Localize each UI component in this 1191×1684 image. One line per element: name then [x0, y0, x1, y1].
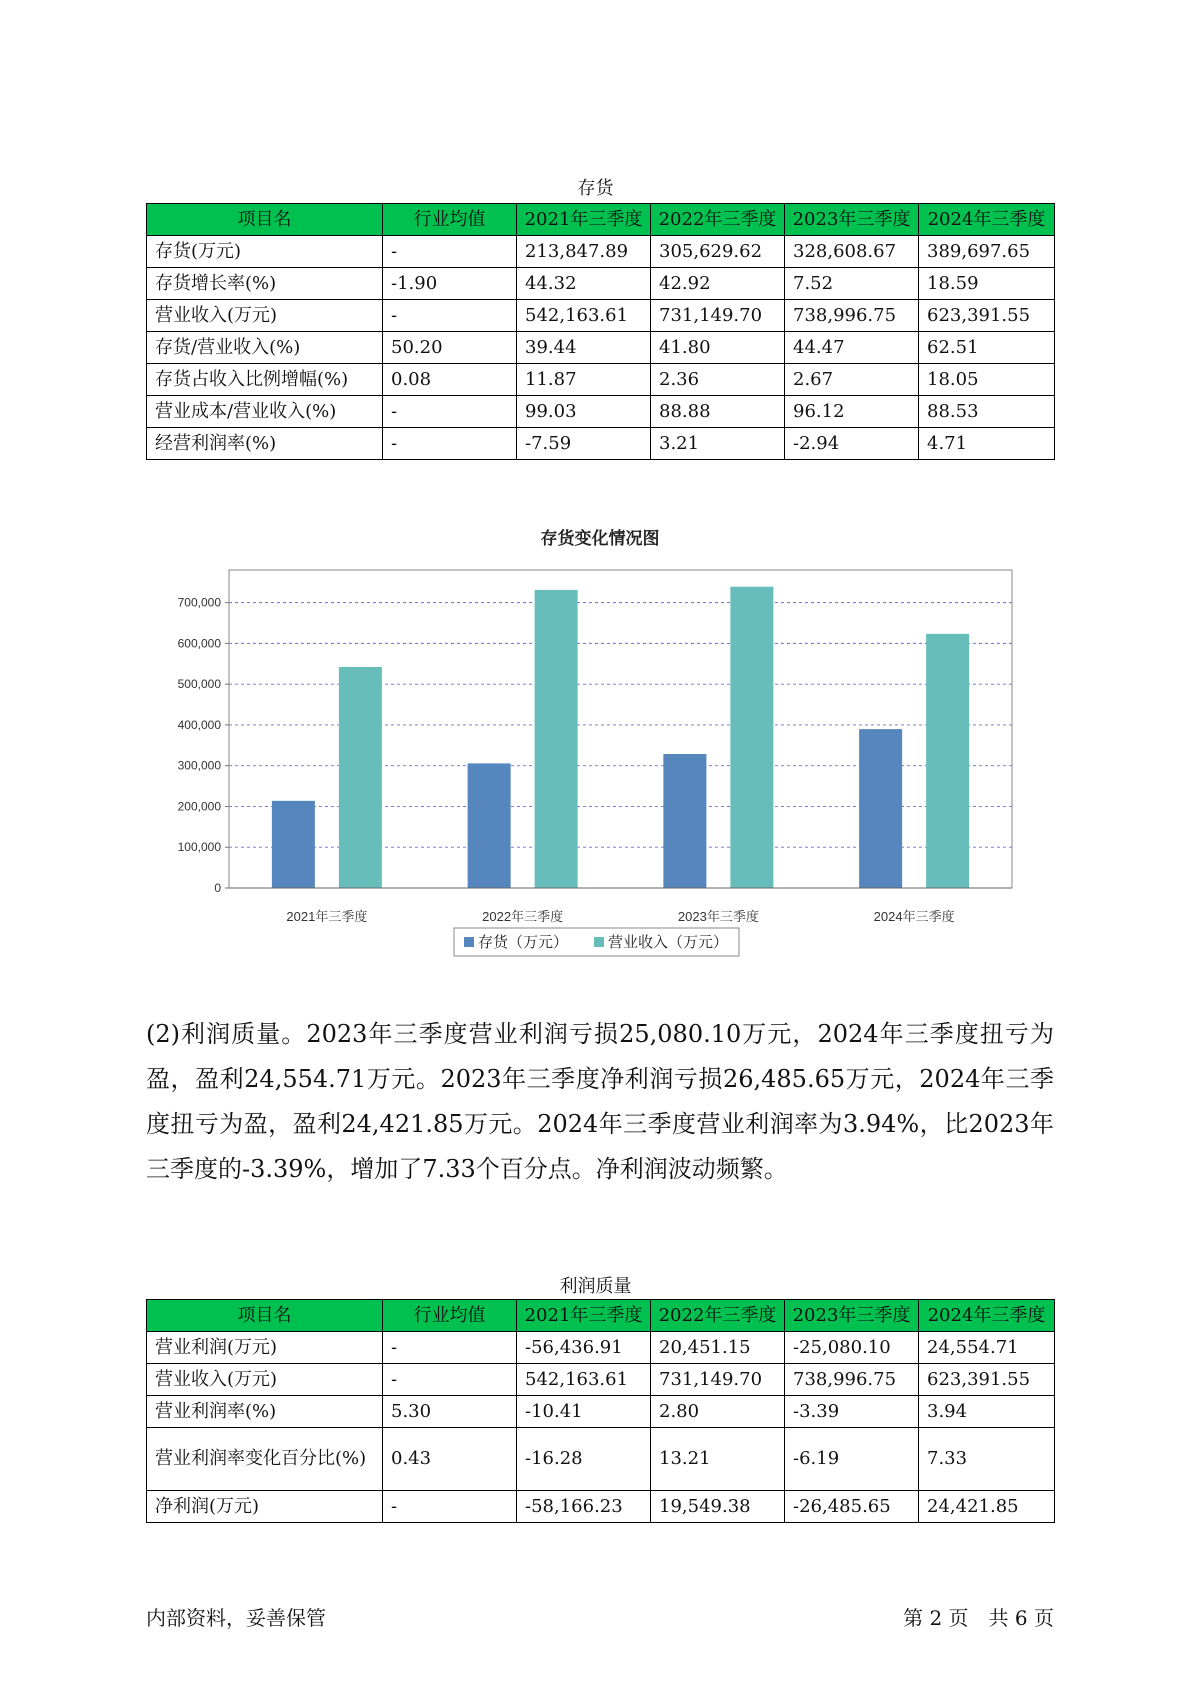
- table-cell: 41.80: [651, 332, 785, 364]
- profit-table: [146, 1299, 1055, 1523]
- table-cell: 2.80: [651, 1396, 785, 1428]
- x-tick-label: 2021年三季度: [286, 909, 368, 924]
- col-header: 项目名: [147, 204, 383, 236]
- bar: [926, 634, 969, 888]
- table-cell: 7.33: [919, 1428, 1055, 1491]
- legend-label: 存货（万元）: [478, 934, 569, 951]
- col-header: 行业均值: [383, 1300, 517, 1332]
- table-row: [147, 1364, 1055, 1396]
- col-header: 2021年三季度: [517, 1300, 651, 1332]
- legend-label: 营业收入（万元）: [608, 934, 729, 951]
- col-header: 行业均值: [383, 204, 517, 236]
- table-cell: 328,608.67: [785, 236, 919, 268]
- table-cell: -3.39: [785, 1396, 919, 1428]
- table-cell: 18.05: [919, 364, 1055, 396]
- chart-title: 存货变化情况图: [540, 529, 660, 548]
- profit-quality-paragraph: (2)利润质量。2023年三季度营业利润亏损25,080.10万元，2024年三季度扭亏为盈，盈利24,554.71万元。2023年三季度净利润亏损26,485.65万元，2024年三季度扭亏为盈，盈利24,421.85万元。2024年三季度营业利润率为3.94%，比2023年三季度的-3.39%，增加了7.33个百分点。净利润波动频繁。: [146, 1020, 1054, 1183]
- table-cell: 13.21: [651, 1428, 785, 1491]
- table-cell: -25,080.10: [785, 1332, 919, 1364]
- legend-swatch: [464, 937, 474, 947]
- table-cell: 经营利润率(%): [147, 428, 383, 460]
- y-tick-label: 400,000: [177, 717, 221, 732]
- table-cell: 542,163.61: [517, 1364, 651, 1396]
- x-axis-spacer: [229, 888, 1012, 892]
- table-cell: 213,847.89: [517, 236, 651, 268]
- table-cell: 2.67: [785, 364, 919, 396]
- table-cell: 20,451.15: [651, 1332, 785, 1364]
- table-cell: 18.59: [919, 268, 1055, 300]
- x-tick-label: 2024年三季度: [873, 909, 955, 924]
- table-cell: 623,391.55: [919, 1364, 1055, 1396]
- y-tick-label: 100,000: [177, 840, 221, 855]
- table-cell: 3.21: [651, 428, 785, 460]
- table-cell: 营业收入(万元): [147, 300, 383, 332]
- y-tick-label: 600,000: [177, 636, 221, 651]
- table-cell: 营业利润(万元): [147, 1332, 383, 1364]
- table-cell: 0.43: [383, 1428, 517, 1491]
- table-cell: -10.41: [517, 1396, 651, 1428]
- y-tick-label: 0: [214, 881, 221, 895]
- table-cell: -: [383, 396, 517, 428]
- table-cell: 营业利润率(%): [147, 1396, 383, 1428]
- table-cell: 营业利润率变化百分比(%): [147, 1428, 383, 1491]
- table-row: [147, 396, 1055, 428]
- table-cell: 3.94: [919, 1396, 1055, 1428]
- y-tick-label: 500,000: [177, 677, 221, 692]
- table-cell: 88.88: [651, 396, 785, 428]
- inventory-chart: [146, 520, 1054, 970]
- table-cell: 62.51: [919, 332, 1055, 364]
- col-header: 2022年三季度: [651, 1300, 785, 1332]
- table-cell: 营业成本/营业收入(%): [147, 396, 383, 428]
- table-cell: 50.20: [383, 332, 517, 364]
- inventory-table: [146, 203, 1055, 460]
- y-tick-label: 700,000: [177, 595, 221, 610]
- table-cell: 营业收入(万元): [147, 1364, 383, 1396]
- table-row: [147, 428, 1055, 460]
- table-cell: -: [383, 1332, 517, 1364]
- table-cell: 19,549.38: [651, 1491, 785, 1523]
- table-cell: 存货增长率(%): [147, 268, 383, 300]
- table-cell: 99.03: [517, 396, 651, 428]
- table-cell: 净利润(万元): [147, 1491, 383, 1523]
- table-cell: 4.71: [919, 428, 1055, 460]
- table-cell: -: [383, 300, 517, 332]
- table-cell: 44.47: [785, 332, 919, 364]
- col-header: 2024年三季度: [919, 1300, 1055, 1332]
- col-header: 项目名: [147, 1300, 383, 1332]
- profit-table-caption: 利润质量: [559, 1276, 632, 1297]
- bar: [663, 754, 706, 888]
- table-cell: 39.44: [517, 332, 651, 364]
- footer-confidential: 内部资料，妥善保管: [146, 1606, 326, 1630]
- table-cell: 88.53: [919, 396, 1055, 428]
- table-cell: -1.90: [383, 268, 517, 300]
- bar: [535, 590, 578, 888]
- table-row: [147, 236, 1055, 268]
- bar: [859, 729, 902, 888]
- table-cell: 44.32: [517, 268, 651, 300]
- table-cell: 738,996.75: [785, 1364, 919, 1396]
- bar: [272, 801, 315, 888]
- y-tick-label: 200,000: [177, 799, 221, 814]
- table-row: [147, 300, 1055, 332]
- inventory-table-caption: 存货: [577, 178, 614, 199]
- y-tick-label: 300,000: [177, 758, 221, 773]
- table-cell: 42.92: [651, 268, 785, 300]
- table-cell: -: [383, 1491, 517, 1523]
- table-row: [147, 1332, 1055, 1364]
- table-cell: 存货/营业收入(%): [147, 332, 383, 364]
- table-cell: -: [383, 428, 517, 460]
- bar: [468, 763, 511, 888]
- table-cell: 0.08: [383, 364, 517, 396]
- table-cell: -: [383, 1364, 517, 1396]
- bar: [730, 587, 773, 888]
- table-row: [147, 1491, 1055, 1523]
- table-cell: 存货占收入比例增幅(%): [147, 364, 383, 396]
- table-cell: 542,163.61: [517, 300, 651, 332]
- table-cell: 7.52: [785, 268, 919, 300]
- table-row: [147, 268, 1055, 300]
- table-cell: 623,391.55: [919, 300, 1055, 332]
- table-cell: -16.28: [517, 1428, 651, 1491]
- col-header: 2023年三季度: [785, 204, 919, 236]
- table-header-row: [147, 204, 1055, 236]
- table-cell: 305,629.62: [651, 236, 785, 268]
- table-cell: -58,166.23: [517, 1491, 651, 1523]
- table-row: [147, 1396, 1055, 1428]
- table-row: [147, 332, 1055, 364]
- col-header: 2023年三季度: [785, 1300, 919, 1332]
- table-cell: -6.19: [785, 1428, 919, 1491]
- table-cell: 5.30: [383, 1396, 517, 1428]
- table-cell: 389,697.65: [919, 236, 1055, 268]
- table-cell: 存货(万元): [147, 236, 383, 268]
- table-cell: 2.36: [651, 364, 785, 396]
- table-cell: 731,149.70: [651, 1364, 785, 1396]
- table-cell: -26,485.65: [785, 1491, 919, 1523]
- table-cell: -56,436.91: [517, 1332, 651, 1364]
- col-header: 2022年三季度: [651, 204, 785, 236]
- table-row: [147, 1428, 1055, 1491]
- chart-plot-area: [178, 570, 1012, 956]
- col-header: 2021年三季度: [517, 204, 651, 236]
- table-cell: -: [383, 236, 517, 268]
- footer-page-number: 第 2 页 共 6 页: [903, 1606, 1054, 1630]
- table-cell: 96.12: [785, 396, 919, 428]
- table-cell: 24,421.85: [919, 1491, 1055, 1523]
- table-row: [147, 364, 1055, 396]
- table-cell: -2.94: [785, 428, 919, 460]
- table-cell: 731,149.70: [651, 300, 785, 332]
- table-cell: -7.59: [517, 428, 651, 460]
- table-cell: 24,554.71: [919, 1332, 1055, 1364]
- legend-swatch: [594, 937, 604, 947]
- bar: [339, 667, 382, 888]
- table-cell: 11.87: [517, 364, 651, 396]
- x-tick-label: 2023年三季度: [677, 909, 759, 924]
- table-cell: 738,996.75: [785, 300, 919, 332]
- table-header-row: [147, 1300, 1055, 1332]
- col-header: 2024年三季度: [919, 204, 1055, 236]
- x-tick-label: 2022年三季度: [482, 909, 564, 924]
